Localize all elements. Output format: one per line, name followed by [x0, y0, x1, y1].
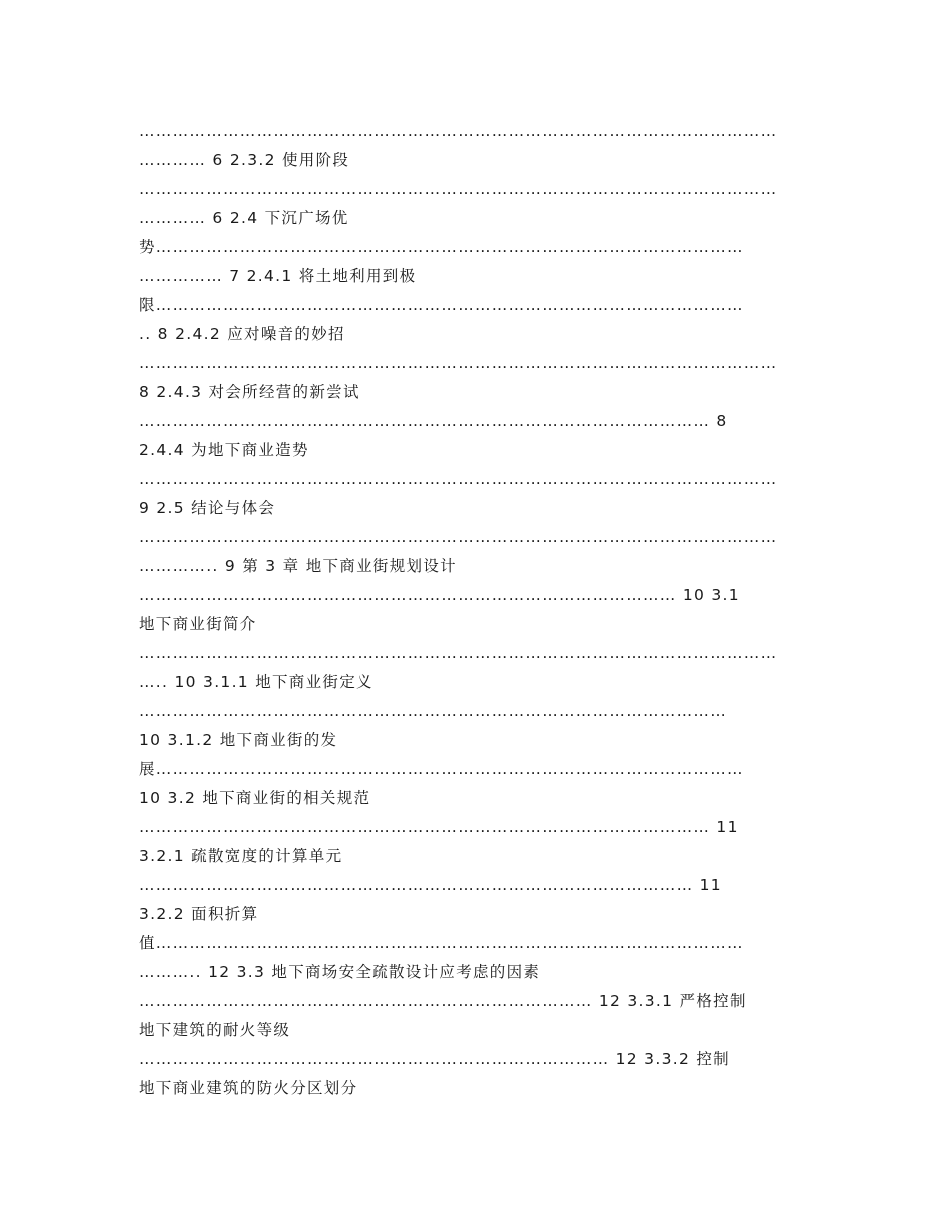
toc-line: 地下建筑的耐火等级 — [139, 1021, 291, 1039]
toc-line: …………………………………………………………………………………………………… — [139, 354, 778, 372]
toc-line: ………….. 9 第 3 章 地下商业街规划设计 — [139, 557, 457, 575]
toc-line: ………………………………………………………………………… 12 3.3.2 控制 — [139, 1050, 730, 1068]
toc-line: ….. 10 3.1.1 地下商业街定义 — [139, 673, 373, 691]
toc-line: …………………………………………………………………………………………………… — [139, 644, 778, 662]
toc-line: ………… 6 2.3.2 使用阶段 — [139, 151, 350, 169]
toc-line: ………… 6 2.4 下沉广场优 — [139, 209, 349, 227]
toc-line: …………………………………………………………………………………………………… — [139, 528, 778, 546]
toc-line: 8 2.4.3 对会所经营的新尝试 — [139, 383, 360, 401]
toc-line: 值…………………………………………………………………………………………… — [139, 934, 744, 952]
toc-line: …………………………………………………………………………………… 10 3.1 — [139, 586, 740, 604]
toc-line: 地下商业街简介 — [139, 615, 257, 633]
toc-line: ………………………………………………………………………………………… 8 — [139, 412, 728, 430]
toc-line: 地下商业建筑的防火分区划分 — [139, 1079, 358, 1097]
toc-line: …………………………………………………………………………………………… — [139, 702, 727, 720]
toc-line: .. 8 2.4.2 应对噪音的妙招 — [139, 325, 345, 343]
toc-line: ……….. 12 3.3 地下商场安全疏散设计应考虑的因素 — [139, 963, 541, 981]
table-of-contents — [139, 117, 819, 1103]
toc-line: 10 3.1.2 地下商业街的发 — [139, 731, 338, 749]
toc-line: …………………………………………………………………………………………………… — [139, 470, 778, 488]
toc-line: 9 2.5 结论与体会 — [139, 499, 276, 517]
toc-line: ………………………………………………………………………………………… 11 — [139, 818, 739, 836]
toc-line: …………………………………………………………………………………………………… — [139, 180, 778, 198]
toc-line: 3.2.2 面积折算 — [139, 905, 259, 923]
toc-line: 3.2.1 疏散宽度的计算单元 — [139, 847, 343, 865]
toc-line: ……………………………………………………………………………………… 11 — [139, 876, 722, 894]
toc-line: 2.4.4 为地下商业造势 — [139, 441, 309, 459]
toc-line: 势…………………………………………………………………………………………… — [139, 238, 744, 256]
toc-line: …………… 7 2.4.1 将土地利用到极 — [139, 267, 417, 285]
toc-line: ……………………………………………………………………… 12 3.3.1 严格控制 — [139, 992, 747, 1010]
toc-line: 限…………………………………………………………………………………………… — [139, 296, 744, 314]
toc-line: 展…………………………………………………………………………………………… — [139, 760, 744, 778]
toc-line: …………………………………………………………………………………………………… — [139, 122, 778, 140]
toc-line: 10 3.2 地下商业街的相关规范 — [139, 789, 371, 807]
